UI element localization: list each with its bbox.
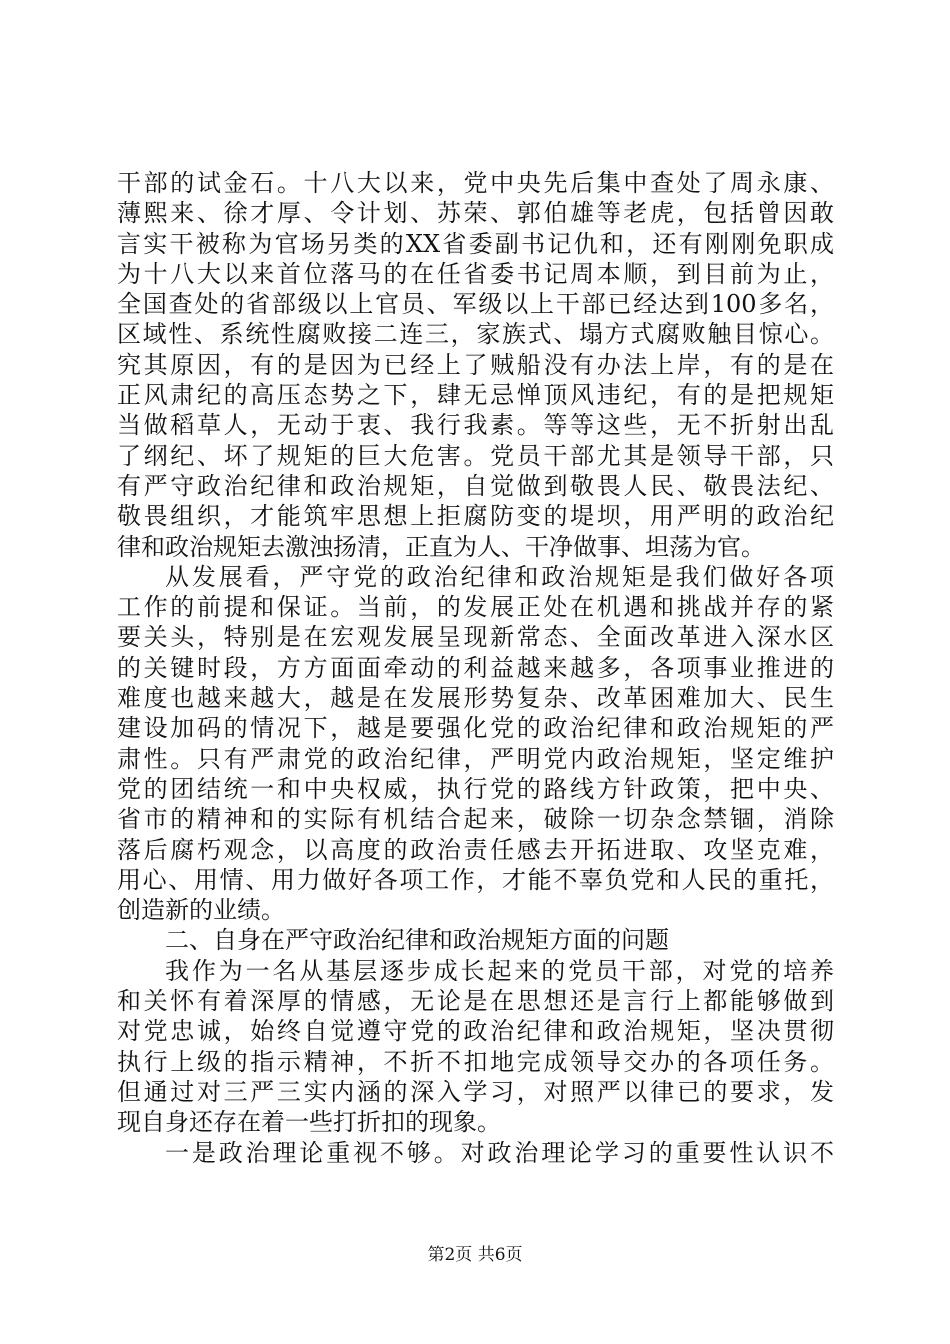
text-line: 究其原因，有的是因为已经上了贼船没有办法上岸，有的是在: [117, 350, 834, 379]
text-line: 区域性、系统性腐败接二连三，家族式、塌方式腐败触目惊心。: [117, 320, 834, 349]
text-line: 的关键时段，方方面面牵动的利益越来越多，各项事业推进的: [117, 653, 834, 682]
text-line: 现自身还存在着一些打折扣的现象。: [117, 1108, 501, 1137]
text-line: 言实干被称为官场另类的XX省委副书记仇和，还有刚刚免职成: [117, 229, 834, 258]
text-line: 创造新的业绩。: [117, 896, 285, 925]
paragraph-start-line: 我作为一名从基层逐步成长起来的党员干部，对党的培养: [165, 956, 834, 985]
text-line: 薄熙来、徐才厚、令计划、苏荣、郭伯雄等老虎，包括曾因敢: [117, 199, 834, 228]
text-line: 律和政治规矩去激浊扬清，正直为人、干净做事、坦荡为官。: [117, 532, 765, 561]
text-line: 要关头，特别是在宏观发展呈现新常态、全面改革进入深水区: [117, 623, 834, 652]
text-line: 对党忠诚，始终自觉遵守党的政治纪律和政治规矩，坚决贯彻: [117, 1017, 834, 1046]
text-line: 敬畏组织，才能筑牢思想上拒腐防变的堤坝，用严明的政治纪: [117, 502, 834, 531]
text-line: 全国查处的省部级以上官员、军级以上干部已经达到100多名，: [117, 290, 834, 319]
text-line: 党的团结统一和中央权威，执行党的路线方针政策，把中央、: [117, 774, 834, 803]
text-line: 当做稻草人，无动于衷、我行我素。等等这些，无不折射出乱: [117, 411, 834, 440]
text-line: 但通过对三严三实内涵的深入学习，对照严以律已的要求，发: [117, 1077, 834, 1106]
text-line: 执行上级的指示精神，不折不扣地完成领导交办的各项任务。: [117, 1047, 834, 1076]
text-line: 为十八大以来首位落马的在任省委书记周本顺，到目前为止，: [117, 259, 834, 288]
text-line: 干部的试金石。十八大以来，党中央先后集中查处了周永康、: [117, 169, 834, 197]
section-heading: 二、自身在严守政治纪律和政治规矩方面的问题: [165, 926, 669, 955]
paragraph-start-line: 一是政治理论重视不够。对政治理论学习的重要性认识不: [165, 1138, 834, 1167]
page-number-footer: 第2页 共6页: [427, 1245, 523, 1265]
text-line: 和关怀有着深厚的情感，无论是在思想还是言行上都能够做到: [117, 987, 834, 1016]
text-line: 了纲纪、坏了规矩的巨大危害。党员干部尤其是领导干部，只: [117, 441, 834, 470]
text-line: 落后腐朽观念，以高度的政治责任感去开拓进取、攻坚克难，: [117, 835, 834, 864]
text-line: 肃性。只有严肃党的政治纪律，严明党内政治规矩，坚定维护: [117, 744, 834, 773]
text-line: 用心、用情、用力做好各项工作，才能不辜负党和人民的重托，: [117, 865, 834, 894]
text-line: 正风肃纪的高压态势之下，肆无忌惮顶风违纪，有的是把规矩: [117, 381, 834, 410]
text-line: 难度也越来越大，越是在发展形势复杂、改革困难加大、民生: [117, 684, 834, 713]
text-line: 有严守政治纪律和政治规矩，自觉做到敬畏人民、敬畏法纪、: [117, 471, 834, 500]
document-body: [117, 168, 834, 1168]
text-line: 省市的精神和的实际有机结合起来，破除一切杂念禁锢，消除: [117, 805, 834, 834]
text-line: 建设加码的情况下，越是要强化党的政治纪律和政治规矩的严: [117, 714, 834, 743]
text-line: 工作的前提和保证。当前，的发展正处在机遇和挑战并存的紧: [117, 593, 834, 622]
paragraph-start-line: 从发展看，严守党的政治纪律和政治规矩是我们做好各项: [165, 562, 834, 591]
